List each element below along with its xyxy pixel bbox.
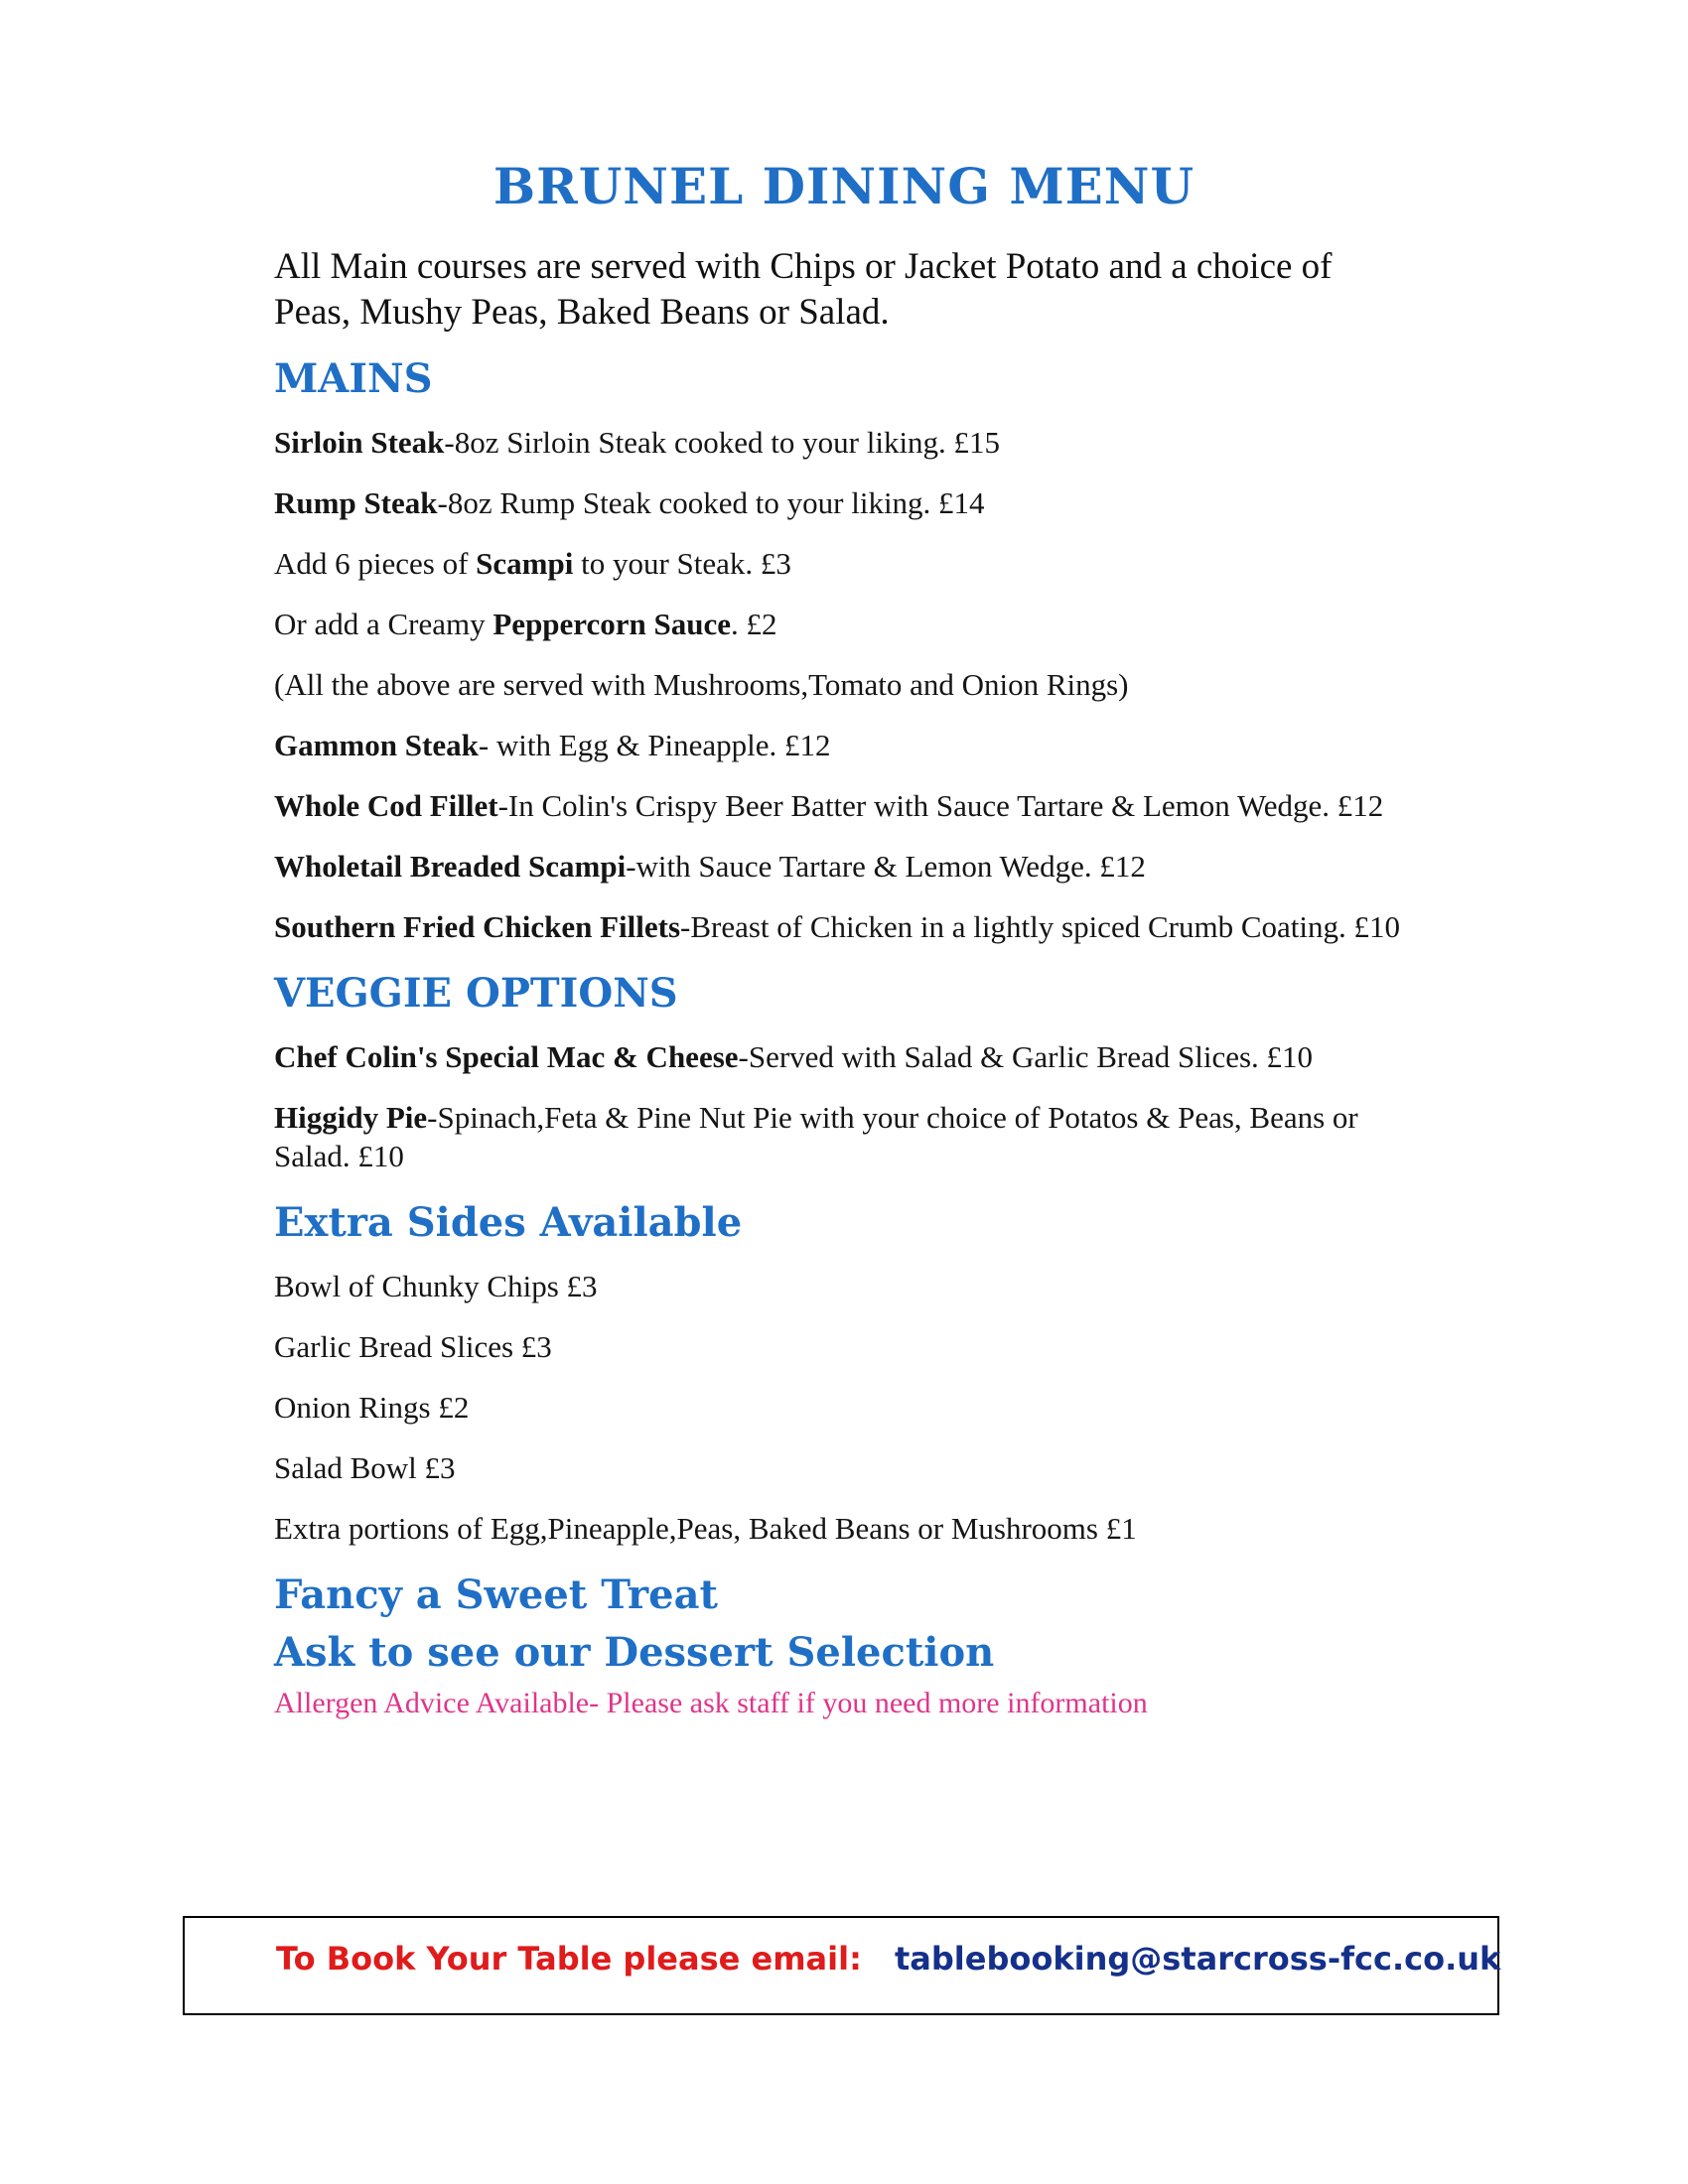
veggie-list bbox=[274, 1037, 1406, 1175]
side-item: Salad Bowl £3 bbox=[274, 1450, 456, 1485]
intro-text: All Main courses are served with Chips or Jacket Potato and a choice of Peas, Mushy Peas, Baked Beans or Salad. bbox=[274, 246, 1333, 333]
side-item: Onion Rings £2 bbox=[274, 1390, 470, 1425]
menu-item: Add 6 pieces of Scampi to your Steak. £3 bbox=[274, 546, 791, 581]
menu-item: Gammon Steak- with Egg & Pineapple. £12 bbox=[274, 728, 831, 762]
menu-item: Or add a Creamy Peppercorn Sauce. £2 bbox=[274, 607, 777, 641]
booking-label: To Book Your Table please email: bbox=[276, 1940, 862, 1978]
sides-heading: Extra Sides Available bbox=[274, 1199, 743, 1246]
side-item: Extra portions of Egg,Pineapple,Peas, Baked Beans or Mushrooms £1 bbox=[274, 1511, 1137, 1546]
menu-item: Wholetail Breaded Scampi-with Sauce Tartare & Lemon Wedge. £12 bbox=[274, 849, 1146, 884]
menu-note: (All the above are served with Mushrooms,Tomato and Onion Rings) bbox=[274, 667, 1129, 702]
menu-item: Chef Colin's Special Mac & Cheese-Served with Salad & Garlic Bread Slices. £10 bbox=[274, 1039, 1314, 1074]
dessert-subheading: Ask to see our Dessert Selection bbox=[274, 1629, 995, 1676]
dessert-heading: Fancy a Sweet Treat bbox=[274, 1571, 718, 1618]
menu-item: Rump Steak-8oz Rump Steak cooked to your liking. £14 bbox=[274, 485, 985, 520]
side-item: Garlic Bread Slices £3 bbox=[274, 1329, 552, 1364]
sides-list bbox=[274, 1267, 1406, 1548]
side-item: Bowl of Chunky Chips £3 bbox=[274, 1269, 598, 1303]
booking-line bbox=[276, 1940, 1500, 1978]
allergen-notice: Allergen Advice Available- Please ask staff if you need more information bbox=[274, 1687, 1148, 1719]
menu-content bbox=[274, 244, 1406, 1722]
menu-item: Higgidy Pie-Spinach,Feta & Pine Nut Pie with your choice of Potatos & Peas, Beans or Salad. £10 bbox=[274, 1100, 1358, 1173]
mains-heading: MAINS bbox=[274, 355, 433, 402]
menu-item: Sirloin Steak-8oz Sirloin Steak cooked to your liking. £15 bbox=[274, 425, 1001, 460]
veggie-heading: VEGGIE OPTIONS bbox=[274, 970, 678, 1017]
page-title: BRUNEL DINING MENU bbox=[492, 157, 1196, 215]
menu-item: Whole Cod Fillet-In Colin's Crispy Beer Batter with Sauce Tartare & Lemon Wedge. £12 bbox=[274, 788, 1384, 823]
menu-item: Southern Fried Chicken Fillets-Breast of Chicken in a lightly spiced Crumb Coating. £10 bbox=[274, 909, 1400, 944]
booking-box bbox=[183, 1916, 1499, 2015]
booking-email-link[interactable]: tablebooking@starcross-fcc.co.uk bbox=[895, 1940, 1501, 1978]
mains-list bbox=[274, 423, 1406, 946]
